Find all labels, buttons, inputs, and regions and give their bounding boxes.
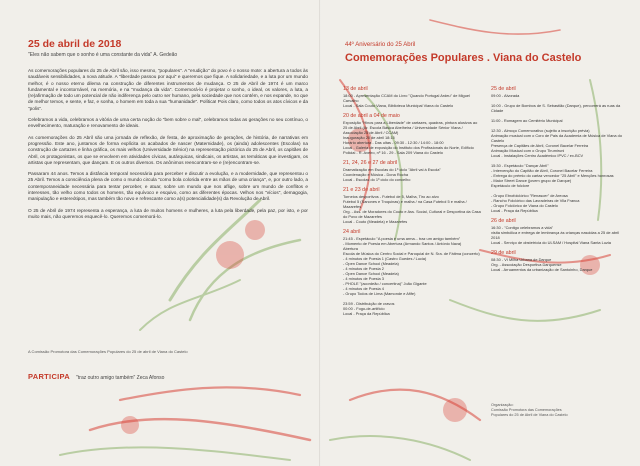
event-line: Local - Praça da República — [491, 208, 538, 213]
org-line: Populares do 25 de Abril de Viana do Castelo — [491, 413, 568, 417]
participa-label: PARTICIPA — [28, 372, 70, 381]
event-line: - Grupo Etnofolclórico "Renascer" de Areosa — [491, 193, 568, 198]
event-line: - Maior Street Dance (jovem grupo de Darque) — [491, 178, 572, 183]
event-date: 24 abril — [343, 229, 361, 235]
left-title: 25 de abril de 2018 — [28, 38, 122, 50]
event-line: visita simbólica e entrega de lembrança às crianças nascidas a 25 de abril 2018 — [491, 230, 620, 240]
program-column-left — [343, 86, 481, 321]
event-date: 26 de abril — [491, 218, 516, 224]
event-line: Escola de Música do Centro Social e Paroquial de N. Sra. de Fátima (concerto) — [343, 251, 480, 256]
event-line: Org. - Ass. de Moradores do Couto e Ass. Social, Cultural e Desportiva da Casa do Povo de Mazarefes — [343, 209, 481, 219]
org-line: Comissão Promotora das Comemorações — [491, 408, 562, 412]
event-line: - Momento de Poesia em Abertura (Armando Santos / António Nava) — [343, 241, 462, 246]
event-line: - Entrega do prémio do cartaz vencedor "25 Abril" e Menções honrosas — [491, 173, 614, 178]
event-line: Coordenação e Música - Dona Rocha — [343, 172, 409, 177]
event-date: 13 de abril — [343, 86, 368, 92]
event-line: 12:30 - Almoço Comemorativo (sujeito a inscrição prévia) — [491, 128, 590, 133]
paragraph: Celebramos a vida, celebramos a vitória de uma certa noção do "bem sobre o mal", celebramos todas as gerações no seu contínuo, o envelhecimento, maturação e renovamento de ideais. — [28, 117, 308, 129]
program-event — [343, 113, 481, 155]
event-line: - 4 minutos de Poesia 2 — [343, 266, 384, 271]
event-line: Inauguração 20 de abril 18:15 — [343, 135, 395, 140]
participa-heading — [28, 372, 164, 381]
org-line: Organização: — [491, 403, 514, 407]
left-page — [28, 38, 308, 225]
event-line: - 4 minutos de Poesia 3 — [343, 276, 384, 281]
event-line: Dramatização em Escolas do 1º ciclo "Abril vai à Escola" — [343, 167, 441, 172]
event-line: - Grupo Todos de Lima (Mamonde e Afife) — [343, 291, 416, 296]
event-line: Horário abertura - Das ultas - 09:30 - 12:30 / 14:00 - 18:00 — [343, 140, 444, 145]
event-line: Local - Arruamentos da urbanização de Santoinho, Darque — [491, 267, 593, 272]
program-event — [491, 250, 625, 272]
event-date: 21, 24, 26 e 27 de abril — [343, 160, 398, 166]
event-line: 09:00 - Alvorada — [491, 93, 520, 98]
program-event — [491, 86, 625, 98]
signature: A Comissão Promotora das Comemorações Populares do 25 de abril de Viana do Castelo — [28, 349, 188, 354]
center-fold — [319, 0, 321, 466]
event-line: - Open Dance School (Meadela) — [343, 261, 399, 266]
event-date: 29 de abril — [491, 250, 516, 256]
organization-note — [491, 403, 568, 418]
program-event — [343, 301, 481, 316]
right-page — [331, 0, 631, 466]
left-body — [28, 68, 308, 220]
event-line: - Intervenção do Capitão de Abril, Coronel Bacelar Ferreira — [491, 168, 593, 173]
event-line: Espetáculo de folclore — [491, 183, 530, 188]
program-event — [491, 118, 625, 123]
event-line: Animação Musical com o Grupo Tirumiruni — [491, 148, 565, 153]
paragraph: As comemorações do 25 Abril são uma jornada de reflexão, de festa, de aproximação de gerações, de história, de narrativas em progressão. Este ano, juntamos de forma explícita os acabados de nascer (Maternidade), os (ainda) adolescentes (Escolas) na construção de cartazes e linha gráfica, os mais velhos (Universidade Sénior) na representação pictórica do 25 de Abril, os capitães de Abril, os protagonistas, os que se envolvem em atividades cívicas, autárquicas, sindicais, os artistas, as temáticas que investigam, os artistas que representam, que dançam. E os outros diversos. Os anônimos reencontram-se e (re)encontram-se. — [28, 134, 308, 165]
participa-quote: "traz outro amigo também" Zeca Afonso — [76, 375, 165, 381]
event-line: 18:00 - Apresentação CCAM do Livro "Quando Portugal Ardeu" de Miguel Carvalho — [343, 93, 470, 103]
event-line: Local - Instalações Centro Académico IPVC / ex-BCV — [491, 153, 584, 158]
event-line: 16:30 - "Contigo celebramos a vida" — [491, 225, 554, 230]
event-line: Local - Serviço de obstetrícia do ULSAM / Hospital Viana Santa Luzia — [491, 240, 611, 245]
event-line: - 4 minutos de Poesia 1 (Castro Guedes / Lucia) — [343, 256, 427, 261]
paragraph: O 25 de Abril de 1974 representa a esperança, a luta de muitos homens e mulheres, a luta pela liberdade, pela paz, por isto, e por muito mais, não queremos esquecê-lo. Queremos comemorá-lo. — [28, 207, 308, 219]
event-line: 11:00 - Romagem ao Cemitério Municipal — [491, 118, 563, 123]
event-line: 23:59 - Distribuição de cravos — [343, 301, 395, 306]
program-event — [343, 160, 481, 182]
paragraph: Passaram 44 anos. Temos a distância temporal necessária para perceber e discutir a evolução, e a modernidade, que representou o 25 Abril. Temos a consciência plena de como o mundo circula "como bola colorida entre as mãos de uma criança", e, por outro lado, a contemporaneidade necessária para tentar perceber, e atuar, sobre um mundo que nos aflige, sobre um mundo de conflitos e interesses, tão velho como todos os homens, tão equívoco e esquivo, como as diferentes épocas. Velhos nos "vícios", demagogia, manipulação e estereótipos, mas também tão novo e refrescante como a(s) potencialidade(s) da Revolução de Abril. — [28, 171, 308, 202]
event-line: Local - Sala Couto Viana, Biblioteca Municipal Viana do Castelo — [343, 103, 454, 108]
event-line: Local - Couto (Meadela) e Mazarefes — [343, 219, 408, 224]
event-line: Abertura — [343, 246, 358, 251]
event-date: 25 de abril — [491, 86, 516, 92]
event-line: 10:00 - Grupo de Bombos de S. Sebastião (Darque), percorrerá as ruas da Cidade — [491, 103, 621, 113]
program-column-right — [491, 86, 625, 277]
event-line: Local - Praça da República — [343, 311, 390, 316]
event-line: - Rancho Folclórico das Lavradeiras de Vila Franca — [491, 198, 580, 203]
event-date: 20 de abril a 04 de maio — [343, 113, 400, 119]
event-line: 15:30 - Espetáculo "Dançar Abril" — [491, 163, 549, 168]
event-line: 00:00 - Fogo-de-artifício — [343, 306, 385, 311]
program-title: Comemorações Populares . Viana do Castelo — [345, 52, 582, 64]
event-line: Presença de Capitães de Abril, Coronel Bacelar Ferreira — [491, 143, 589, 148]
event-line: Animação musical com o Coro de Pais da Academia de Música de Viana do Castelo — [491, 133, 622, 143]
event-line: - Open Dance School (Meadela) — [343, 271, 399, 276]
anniversary-kicker: 44º Aniversário do 25 Abril — [345, 42, 416, 48]
program-event — [491, 163, 625, 188]
event-line: Org. - Associação Desportiva Darquense — [491, 262, 562, 267]
event-line: - PHOLE "(acordeão / concertina)" João Gigante — [343, 281, 427, 286]
event-line: Local - Galeria de exposição do Instituto dos Profissionais do Norte, Edifício Policial - R. Aveiro, nº 16 - 29 - Sala 209 Viana do Castelo — [343, 145, 474, 155]
program-event — [343, 86, 481, 108]
event-line: - Grupo Folclórico de Viana do Castelo — [491, 203, 558, 208]
event-line: Exposição "Hinos para a Liberdade" de cartazes, quadras, pintura alusivos ao 25 de Abril (Ar. Escola Básica Abelheira / Universidade Sénior Viana / Associação 25 de Abril / CCAM) — [343, 120, 478, 135]
event-line: - 4 minutos de Poesia 4 — [343, 286, 384, 291]
event-date: 21 e 23 de abril — [343, 187, 380, 193]
program-event — [491, 193, 625, 213]
program-event — [491, 128, 625, 158]
paragraph: As comemorações populares do 25 de Abril são, isso mesmo, "populares". A "erudição" do povo é o nosso mote: a abertura a todos às saudáveis sensibilidades, a nova atitude. A "liberdade passou por aqui" e queremos que fique. A solidariedade, e a luta por um mundo melhor, é o nosso eterno dilema na construção de diferentes instrumentos de mudança. O 25 de Abril de 1974 é um marco fundamental e incontornável, na memória, e na "mudança da vida". Comemorá-lo é projetar o sonho, o ideal, os valores, a luta, a (re)afirmação de todo um potencial de não indiferença pelo outro ser humano, pela sociedade que nos contém, e nos expande, no que de melhor temos, e sente, e faz, e sonha, o homem em toda a sua "humanidade". Política! Pois claro, como todos os atos cívicos e da "polis". — [28, 68, 308, 111]
program-event — [343, 229, 481, 296]
event-line: Torneios desportivos - Futebol de 5, Malha, Tiro ao alvo — [343, 194, 439, 199]
event-line: 21:45 - Espetáculo "A poesia é uma arma... traz um amigo também" — [343, 236, 461, 241]
program-event — [343, 187, 481, 224]
program-event — [491, 103, 625, 113]
event-line: Futebol 5 (Sanones e Troquinas) e malha / na Casa Futebol 5 e malha / Mazarefes — [343, 199, 467, 209]
event-line: 08:30 - VI Milha Urbana de Darque — [491, 257, 552, 262]
event-line: Local - Escolas do 1º ciclo do concelho — [343, 177, 411, 182]
program-event — [491, 218, 625, 245]
left-quote: "Eles não sabem que o sonho é uma constante da vida" A. Gedeão — [28, 52, 178, 58]
